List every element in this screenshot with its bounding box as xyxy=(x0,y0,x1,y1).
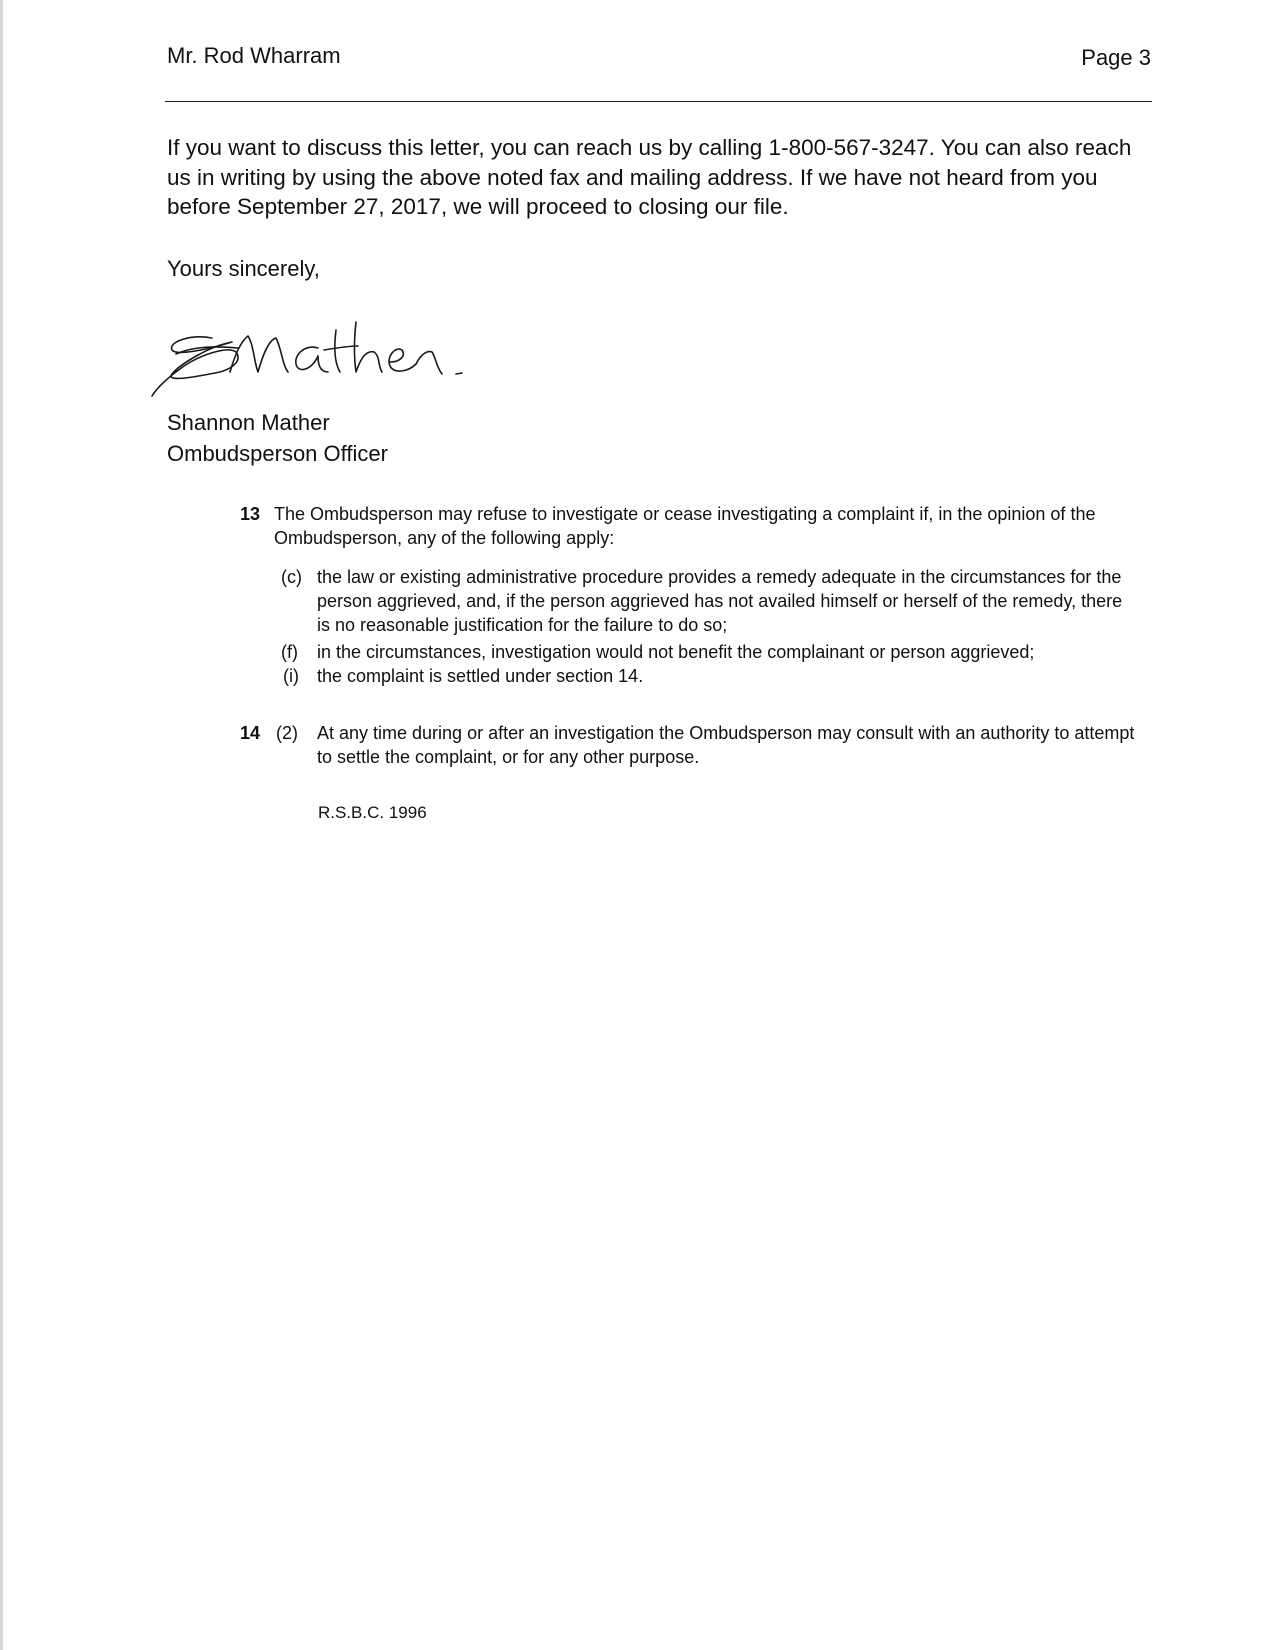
page-edge xyxy=(0,0,3,1650)
subsection-label: (2) xyxy=(276,723,298,743)
clause-label: (f) xyxy=(281,642,298,662)
section-text: At any time during or after an investigation the Ombudsperson may consult with an authority to attempt to settle the complaint, or for any other purpose. xyxy=(317,723,1135,767)
clause-label: (i) xyxy=(283,666,299,686)
header-page-number: Page 3 xyxy=(1081,45,1151,70)
section-number: 13 xyxy=(240,504,261,524)
clause-text: in the circumstances, investigation would not benefit the complainant or person aggrieved; xyxy=(317,642,1035,662)
clause-text: the law or existing administrative procedure provides a remedy adequate in the circumstances for the person aggrieved, and, if the person aggrieved has not availed himself or herself of the remedy, there is no reasonable justification for the failure to do so; xyxy=(317,567,1123,635)
header-divider xyxy=(165,101,1152,102)
signer-name: Shannon Mather xyxy=(167,410,330,435)
handwritten-signature xyxy=(150,316,470,416)
statute-citation: R.S.B.C. 1996 xyxy=(318,803,427,822)
letter-body-paragraph: If you want to discuss this letter, you can reach us by calling 1-800-567-3247. You can also reach us in writing by using the above noted fax and mailing address. If we have not heard from you before September 27, 2017, we will proceed to closing our file. xyxy=(167,135,1132,219)
header-recipient: Mr. Rod Wharram xyxy=(167,43,341,68)
signer-title: Ombudsperson Officer xyxy=(167,441,388,466)
clause-label: (c) xyxy=(281,567,302,587)
section-text: The Ombudsperson may refuse to investigate or cease investigating a complaint if, in the opinion of the Ombudsperson, any of the following apply: xyxy=(274,504,1096,548)
section-number: 14 xyxy=(240,723,261,743)
clause-text: the complaint is settled under section 14. xyxy=(317,666,644,686)
letter-closing: Yours sincerely, xyxy=(167,256,320,281)
